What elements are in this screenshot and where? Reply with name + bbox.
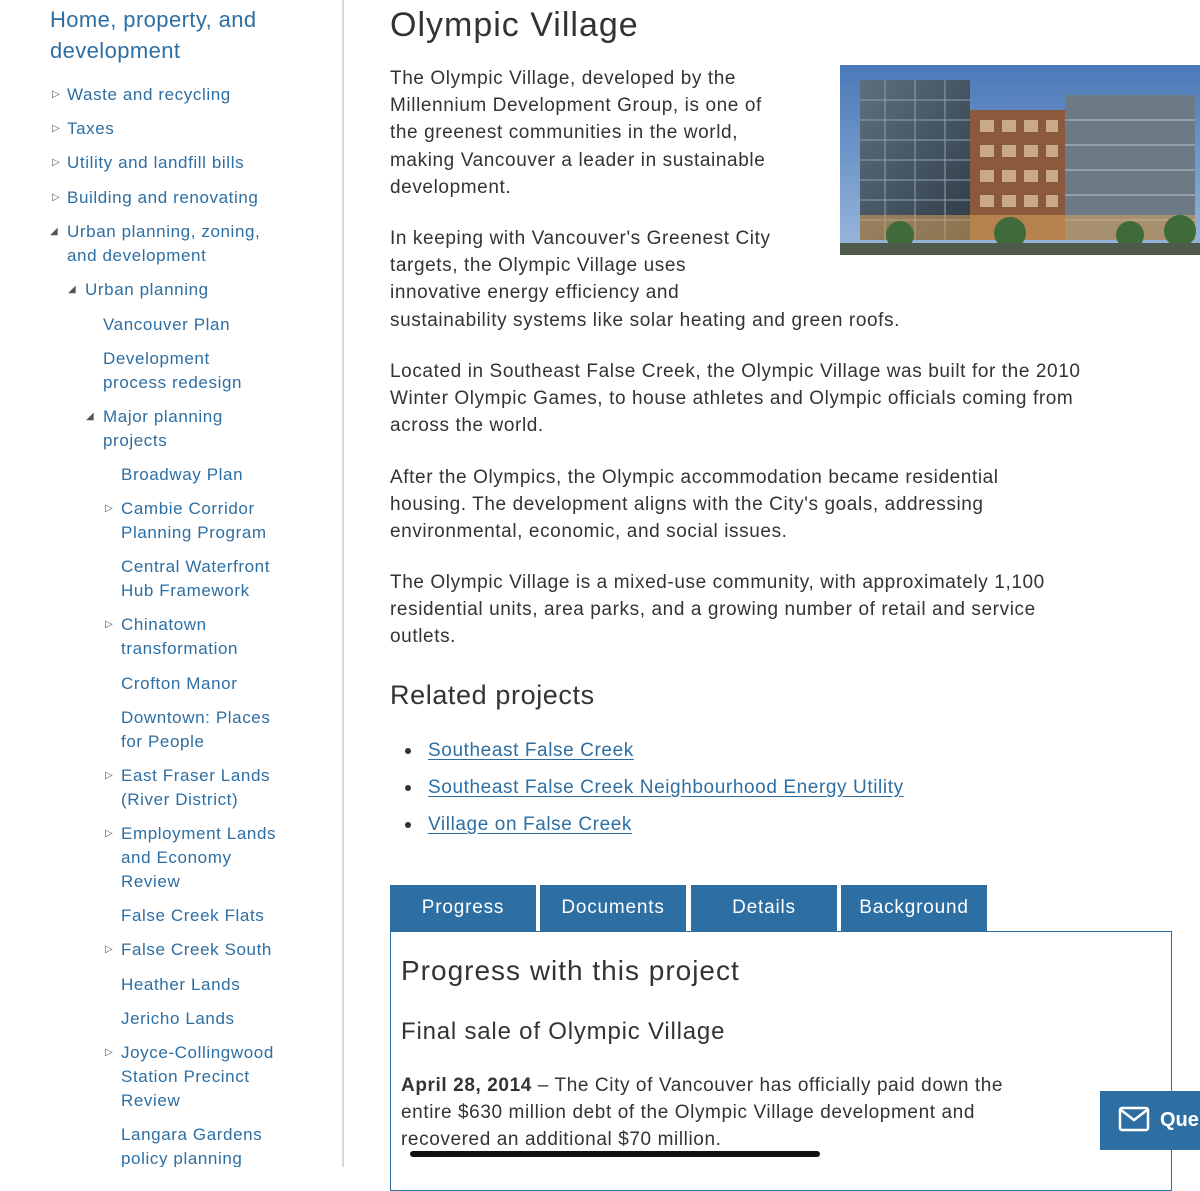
sidebar-item-label: policy planning	[121, 1149, 243, 1167]
sidebar-item-chinatown-transformation[interactable]	[121, 613, 238, 661]
final-sale-heading: Final sale of Olympic Village	[401, 1018, 726, 1045]
bullet-icon	[405, 748, 411, 754]
sidebar-item-label: Central Waterfront	[121, 557, 271, 576]
sidebar-item-label: East Fraser Lands	[121, 766, 271, 785]
announcement-date: April 28, 2014	[401, 1075, 532, 1096]
collapse-arrow-icon[interactable]: ◢	[86, 411, 94, 422]
sidebar-item-east-fraser-lands[interactable]	[121, 764, 270, 812]
sidebar-item-utility-and-landfill-bills[interactable]: Utility and landfill bills	[67, 153, 245, 172]
mixed-use-paragraph: The Olympic Village is a mixed-use community, with approximately 1,100 residential units, area parks, and a growing number of retail and service outlets.	[390, 572, 1045, 648]
sidebar-item-label: projects	[103, 431, 168, 450]
sidebar-item-label: Joyce-Collingwood	[121, 1043, 274, 1062]
sidebar-item-taxes[interactable]: Taxes	[67, 119, 115, 138]
sidebar-item-broadway-plan[interactable]: Broadway Plan	[121, 465, 244, 484]
expand-arrow-icon[interactable]: ▷	[105, 770, 113, 781]
list-item	[390, 773, 904, 810]
sidebar-item-label: Urban planning, zoning,	[67, 222, 261, 241]
sidebar-item-label: (River District)	[121, 790, 239, 809]
sidebar-item-label: for People	[121, 732, 205, 751]
sidebar-item-joyce-collingwood[interactable]	[121, 1041, 274, 1113]
sidebar-item-false-creek-south[interactable]: False Creek South	[121, 940, 272, 959]
sidebar-item-langara-gardens[interactable]	[121, 1123, 262, 1167]
sidebar-title[interactable]: Home, property, and development	[50, 7, 257, 63]
sidebar-item-label: Langara Gardens	[121, 1125, 263, 1144]
list-item	[390, 810, 904, 847]
sidebar-item-label: Hub Framework	[121, 581, 250, 600]
intro-paragraph: The Olympic Village, developed by the Millennium Development Group, is one of the greenest communities in the world, making Vancouver a leader in sustainable development.	[390, 68, 766, 198]
sidebar-item-crofton-manor[interactable]: Crofton Manor	[121, 674, 238, 693]
link-village-on-false-creek[interactable]: Village on False Creek	[428, 814, 633, 835]
expand-arrow-icon[interactable]: ▷	[52, 123, 60, 134]
sidebar-item-false-creek-flats[interactable]: False Creek Flats	[121, 906, 265, 925]
after-olympics-paragraph: After the Olympics, the Olympic accommodation became residential housing. The development aligns with the City's goals, addressing environmental, economic, and social issues.	[390, 467, 999, 543]
related-projects-list	[390, 736, 904, 847]
expand-arrow-icon[interactable]: ▷	[105, 503, 113, 514]
tab-documents[interactable]: Documents	[540, 885, 686, 931]
collapse-arrow-icon[interactable]: ◢	[68, 284, 76, 295]
sidebar-item-major-planning-projects[interactable]	[103, 405, 223, 453]
bullet-icon	[405, 822, 411, 828]
link-southeast-false-creek[interactable]: Southeast False Creek	[428, 740, 634, 761]
sidebar-item-label: Downtown: Places	[121, 708, 271, 727]
sidebar-item-label: Chinatown	[121, 615, 207, 634]
expand-arrow-icon[interactable]: ▷	[105, 619, 113, 630]
home-indicator-bar	[410, 1151, 820, 1157]
sidebar-nav	[0, 0, 344, 1167]
sidebar-item-urban-planning-zoning[interactable]	[67, 220, 260, 268]
expand-arrow-icon[interactable]: ▷	[105, 944, 113, 955]
sidebar-item-vancouver-plan[interactable]: Vancouver Plan	[103, 315, 231, 334]
sidebar-item-heather-lands[interactable]: Heather Lands	[121, 975, 241, 994]
sidebar-item-label: Review	[121, 1091, 181, 1110]
envelope-icon	[1118, 1105, 1150, 1133]
sidebar-item-label: Review	[121, 872, 181, 891]
sidebar-item-label: Cambie Corridor	[121, 499, 255, 518]
expand-arrow-icon[interactable]: ▷	[52, 157, 60, 168]
tab-background[interactable]: Background	[841, 885, 987, 931]
sidebar-item-urban-planning[interactable]: Urban planning	[85, 280, 209, 299]
sidebar-item-downtown-places-for-people[interactable]	[121, 706, 270, 754]
sidebar-item-label: Development	[103, 349, 210, 368]
sidebar-item-label: Employment Lands	[121, 824, 277, 843]
sidebar-item-label: and development	[67, 246, 207, 265]
progress-heading: Progress with this project	[401, 955, 740, 986]
collapse-arrow-icon[interactable]: ◢	[50, 226, 58, 237]
location-paragraph: Located in Southeast False Creek, the Olympic Village was built for the 2010 Winter Olympic Games, to house athletes and Olympic officials coming from across the world.	[390, 361, 1081, 437]
sidebar-item-building-and-renovating[interactable]: Building and renovating	[67, 188, 259, 207]
expand-arrow-icon[interactable]: ▷	[52, 89, 60, 100]
sidebar-item-development-process-redesign[interactable]	[103, 347, 242, 395]
tab-details[interactable]: Details	[691, 885, 837, 931]
sidebar-item-label: transformation	[121, 639, 239, 658]
page-title: Olympic Village	[390, 6, 639, 44]
main-content	[390, 0, 1200, 1167]
tab-progress[interactable]: Progress	[390, 885, 536, 931]
sidebar-item-employment-lands[interactable]	[121, 822, 276, 894]
sidebar-item-central-waterfront[interactable]	[121, 555, 270, 603]
questions-widget-button[interactable]	[1100, 1091, 1200, 1150]
expand-arrow-icon[interactable]: ▷	[105, 1047, 113, 1058]
sidebar-item-label: and Economy	[121, 848, 232, 867]
widget-label: Que	[1160, 1109, 1199, 1131]
bullet-icon	[405, 785, 411, 791]
sidebar-item-waste-and-recycling[interactable]: Waste and recycling	[67, 85, 231, 104]
expand-arrow-icon[interactable]: ▷	[105, 828, 113, 839]
sidebar-item-label: process redesign	[103, 373, 243, 392]
sidebar-item-label: Major planning	[103, 407, 223, 426]
sidebar-item-label: Planning Program	[121, 523, 267, 542]
related-projects-heading: Related projects	[390, 680, 595, 710]
greenest-city-paragraph: In keeping with Vancouver's Greenest City targets, the Olympic Village uses innovative energy efficiency and sustainability systems like solar heating and green roofs.	[390, 228, 901, 331]
sidebar-item-jericho-lands[interactable]: Jericho Lands	[121, 1009, 235, 1028]
sidebar-item-label: Station Precinct	[121, 1067, 250, 1086]
sidebar-item-cambie-corridor[interactable]	[121, 497, 267, 545]
expand-arrow-icon[interactable]: ▷	[52, 192, 60, 203]
link-southeast-false-creek-energy-utility[interactable]: Southeast False Creek Neighbourhood Energy Utility	[428, 777, 904, 798]
list-item	[390, 736, 904, 773]
final-sale-text: April 28, 2014 – The City of Vancouver has officially paid down the entire $630 million debt of the Olympic Village development and recovered an additional $70 million.	[401, 1075, 1004, 1151]
